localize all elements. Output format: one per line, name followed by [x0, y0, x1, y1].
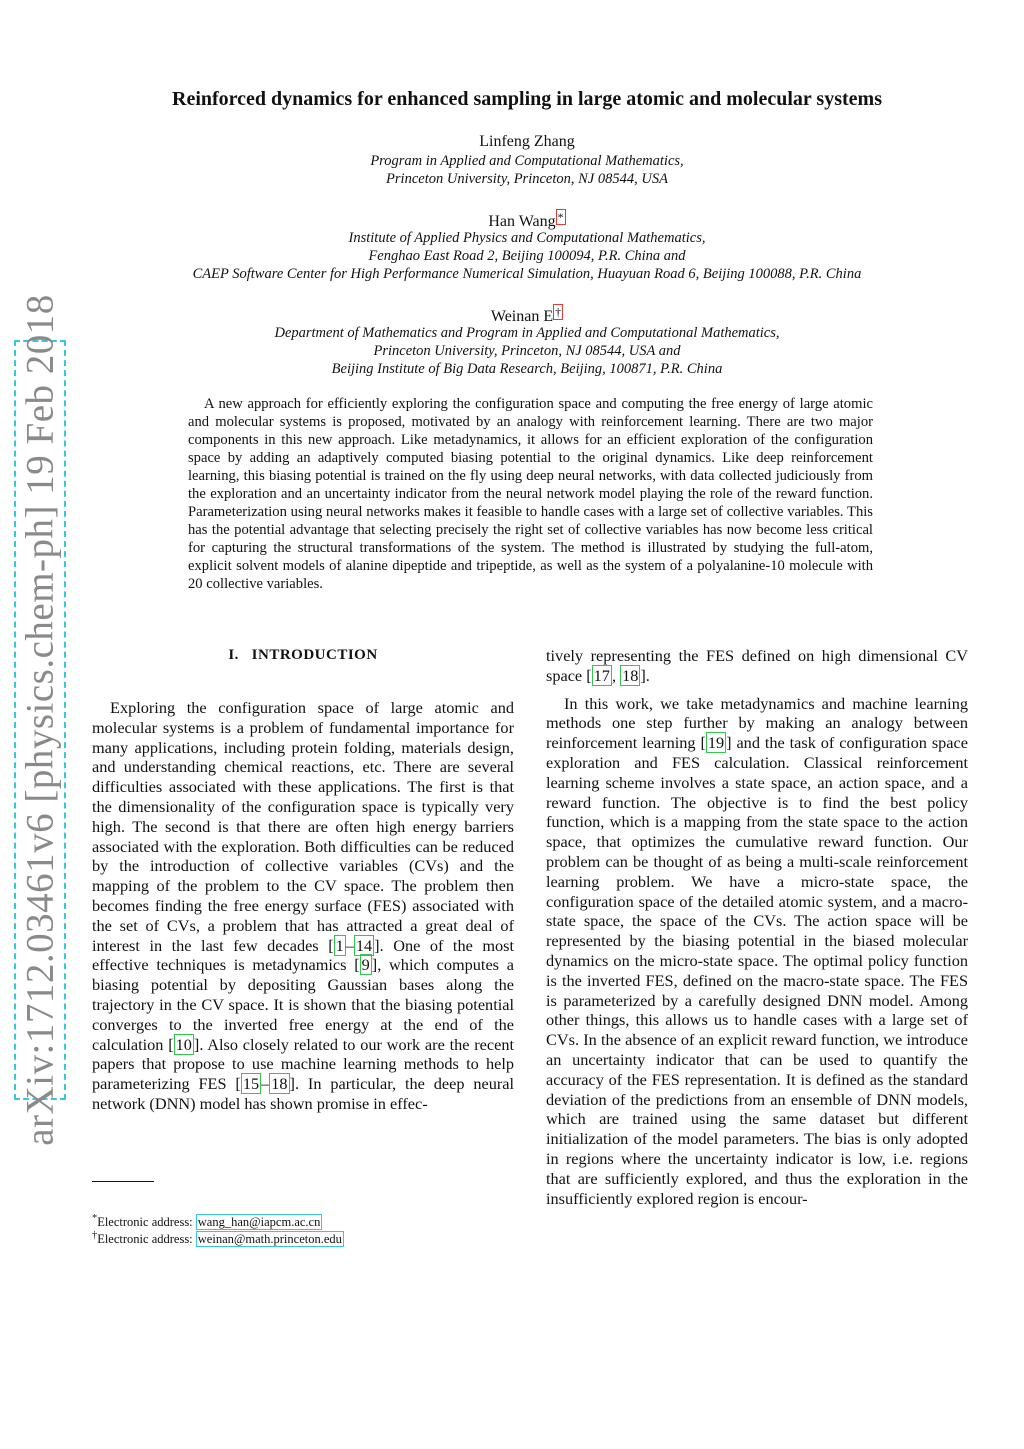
email-link[interactable]: wang_han@iapcm.ac.cn — [197, 1215, 321, 1230]
citation-link[interactable]: 15 — [242, 1074, 260, 1094]
footnote: *Electronic address: wang_han@iapcm.ac.cn — [92, 1213, 321, 1230]
paragraph: In this work, we take metadynamics and machine learning methods one step further by making an analogy between reinforcement learning [ 19 ] and the task of configuration space exploration and FES calculation. Classical reinforcement learning scheme involves a state space, an action space, and a reward function. The objective is to find the best policy function, which is a mapping from the state space to the action space, that optimizes the cumulative reward function. Our problem can be thought of as being a multi-scale reinforcement learning problem. We have a micro-state space, the configuration space of the detailed atomic system, and a macro-state space, the space of the CVs. The action space will be represented by the biasing potential in the biased molecular dynamics on the micro-state space. The optimal policy function is the inverted FES, defined on the macro-state space. The FES is parameterized by a carefully designed DNN model. Among other things, this allows us to handle cases with a large set of CVs. In the absence of an explicit reward function, we introduce an uncertainty indicator that can be used to quantify the accuracy of the FES representation. It is defined as the standard deviation of the predictions from an ensemble of DNN models, which are trained using the same dataset but different initialization of the model parameters. The bias is only adopted in regions where the uncertainty indicator is low, i.e. regions that are sufficiently explored, and thus the exploration in the insufficiently explored region is encour- — [546, 693, 968, 1208]
arxiv-id: arXiv:1712.03461v6 [physics.chem-ph] 19 Feb 2018 — [18, 294, 62, 1146]
citation-link[interactable]: 14 — [355, 935, 373, 955]
paragraph: tively representing the FES defined on high dimensional CV space [ 17 , 18 ]. — [546, 646, 968, 685]
footnote-rule — [92, 1181, 154, 1182]
paragraph: Exploring the configuration space of large atomic and molecular systems is a problem of fundamental importance for many applications, including protein folding, materials design, and understanding chemical reactions, etc. There are several difficulties associated with these applications. The first is that the dimensionality of the configuration space is typically very high. The second is that there are often high energy barriers associated with the exploration. Both difficulties can be reduced by the introduction of collective variables (CVs) and the mapping of the problem to the CV space. The problem then becomes finding the free energy surface (FES) associated with the set of CVs, a problem that has attracted a great deal of interest in the last few decades [ 1 – 14 ]. One of the most effective techniques is metadynamics [ 9 ], which computes a biasing potential by depositing Gaussian bases along the trajectory in the CV space. It is shown that the biasing potential converges to the inverted free energy at the end of the calculation [ 10 ]. Also closely related to our work are the recent papers that propose to use machine learning methods to help parameterizing FES [ 15 – 18 ]. In particular, the deep neural network (DNN) model has shown promise in effec- — [92, 698, 515, 1113]
right-column — [546, 646, 968, 1208]
citation-link[interactable]: 1 — [335, 935, 344, 955]
paper-title: Reinforced dynamics for enhanced sampling in large atomic and molecular systems — [172, 88, 882, 110]
section-heading: I. INTRODUCTION — [228, 647, 378, 663]
footnote-link[interactable]: † — [555, 305, 562, 319]
footnote-link[interactable]: * — [557, 210, 564, 224]
citation-link[interactable]: 18 — [622, 665, 639, 685]
citation-link[interactable]: 9 — [361, 955, 370, 975]
citation-link[interactable]: 10 — [175, 1034, 192, 1054]
email-link[interactable]: weinan@math.princeton.edu — [197, 1232, 342, 1247]
author-affiliation: Program in Applied and Computational Mathematics, Princeton University, Princeton, NJ 08544, USA — [370, 153, 684, 187]
arxiv-stamp[interactable] — [14, 294, 66, 1146]
citation-link[interactable]: 18 — [271, 1074, 288, 1094]
author-affiliation: Institute of Applied Physics and Computational Mathematics, Fenghao East Road 2, Beijing 100094, P.R. China and CAEP Software Center for High Performance Numerical Simulation, Huayuan Road 6, Beijing 100088, P.R. China — [192, 230, 862, 282]
footnote: †Electronic address: weinan@math.princeton.edu — [92, 1230, 342, 1247]
citation-link[interactable]: 19 — [707, 733, 725, 753]
author-name: Han Wang * — [488, 210, 564, 230]
abstract: A new approach for efficiently exploring the configuration space and computing the free energy of large atomic and molecular systems is proposed, motivated by an analogy with reinforcement learning. There are two major components in this new approach. Like metadynamics, it allows for an efficient exploration of the configuration space by adding an adaptively computed biasing potential to the original dynamics. Like deep reinforcement learning, this biasing potential is trained on the fly using deep neural networks, with data collected judiciously from the exploration and an uncertainty indicator from the neural network model playing the role of the reward function. Parameterization using neural networks makes it feasible to handle cases with a large set of collective variables. This has the potential advantage that selecting precisely the right set of collective variables has now become less critical for capturing the structural transformations of the system. The method is illustrated by studying the full-atom, explicit solvent models of alanine dipeptide and tripeptide, as well as the system of a polyalanine-10 molecule with 20 collective variables. — [188, 396, 873, 592]
author-affiliation: Department of Mathematics and Program in Applied and Computational Mathematics, Princeton University, Princeton, NJ 08544, USA and Beijing Institute of Big Data Research, Beijing, 100871, P.R. China — [274, 325, 780, 377]
author-name: Weinan E † — [490, 305, 562, 325]
author-name: Linfeng Zhang — [479, 133, 575, 150]
citation-link[interactable]: 17 — [593, 665, 610, 685]
left-column — [92, 698, 514, 1114]
